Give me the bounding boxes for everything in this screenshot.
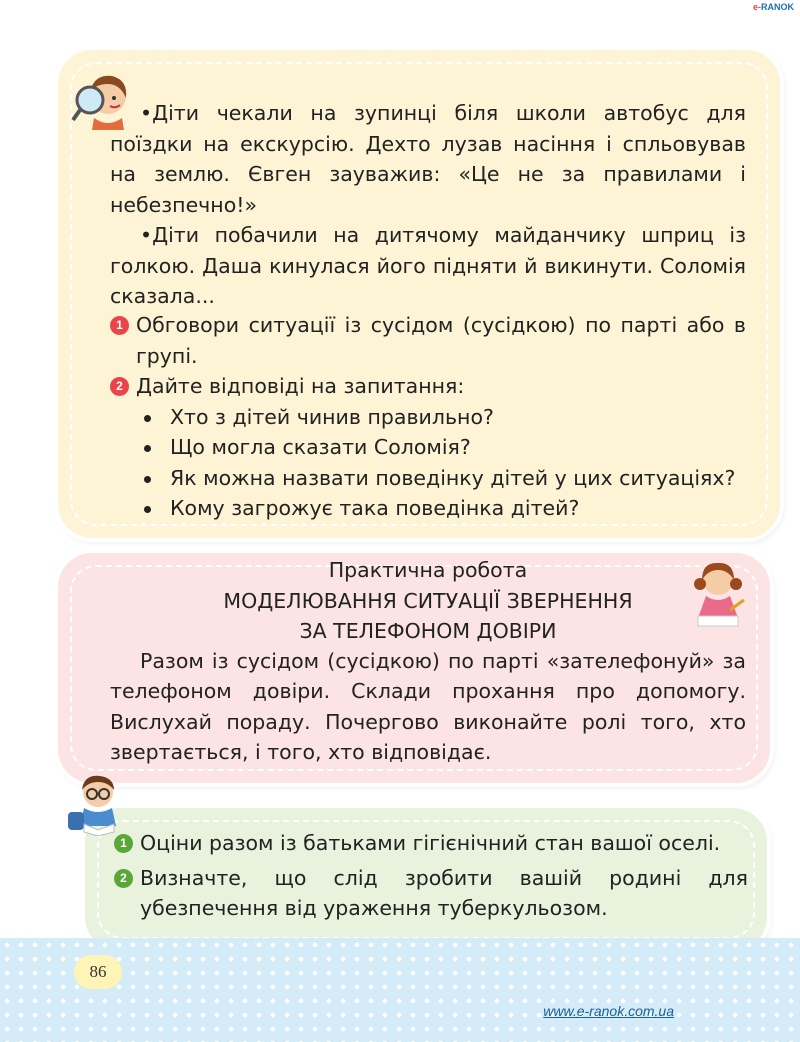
practical-title-line-1: МОДЕЛЮВАННЯ СИТУАЦІЇ ЗВЕРНЕННЯ (223, 588, 633, 613)
homework-content (114, 828, 748, 924)
question-item: Хто з дітей чинив правильно? (140, 402, 746, 433)
footer-band (0, 938, 800, 1042)
situation-1: •Діти чекали на зупинці біля школи автобус для поїздки на екскурсію. Дехто лузав насіння і спльовував на землю. Євген зауважив: «Це не за правилами і небезпечно!» (110, 101, 746, 217)
homework-item-1 (114, 828, 748, 859)
reading-boy-icon (64, 772, 126, 836)
logo-prefix: e- (752, 2, 761, 12)
discussion-tasks (110, 310, 746, 524)
logo-text: RANOK (761, 2, 794, 12)
step-2-text: Дайте відповіді на запитання: (136, 374, 465, 398)
step-1-badge: 1 (110, 316, 129, 335)
homework-2-text: Визначте, що слід зробити вашій родині для убезпечення від ураження туберкульозом. (140, 865, 748, 920)
homework-1-badge: 1 (114, 834, 133, 853)
homework-2-badge: 2 (114, 869, 133, 888)
question-list (140, 402, 746, 524)
publisher-link[interactable]: www.e-ranok.com.ua (543, 1003, 674, 1019)
page-number: 86 (74, 955, 122, 989)
homework-item-2 (114, 863, 748, 924)
practical-label: Практична робота (328, 558, 528, 582)
practical-title-line-2: ЗА ТЕЛЕФОНОМ ДОВІРИ (299, 618, 557, 643)
question-item: Що могла сказати Соломія? (140, 432, 746, 463)
task-step-1 (110, 310, 746, 371)
task-step-2 (110, 371, 746, 402)
practical-content (110, 555, 746, 768)
publisher-logo (753, 2, 794, 12)
question-item: Кому загрожує така поведінка дітей? (140, 493, 746, 524)
step-2-badge: 2 (110, 377, 129, 396)
discussion-content (110, 98, 746, 312)
step-1-text: Обговори ситуації із сусідом (сусідкою) по парті або в групі. (136, 313, 746, 368)
homework-1-text: Оціни разом із батьками гігієнічний стан вашої оселі. (140, 831, 721, 855)
practical-text: Разом із сусідом (сусідкою) по парті «зателефонуй» за телефоном довіри. Склади прохання про допомогу. Вислухай пораду. Почергово виконайте ролі того, хто звертається, і того, хто відповідає. (110, 648, 746, 764)
question-item: Як можна назвати поведінку дітей у цих ситуаціях? (140, 463, 746, 494)
situation-2: •Діти побачили на дитячому майданчику шприц із голкою. Даша кинулася його підняти й викинути. Соломія сказала... (110, 223, 746, 308)
